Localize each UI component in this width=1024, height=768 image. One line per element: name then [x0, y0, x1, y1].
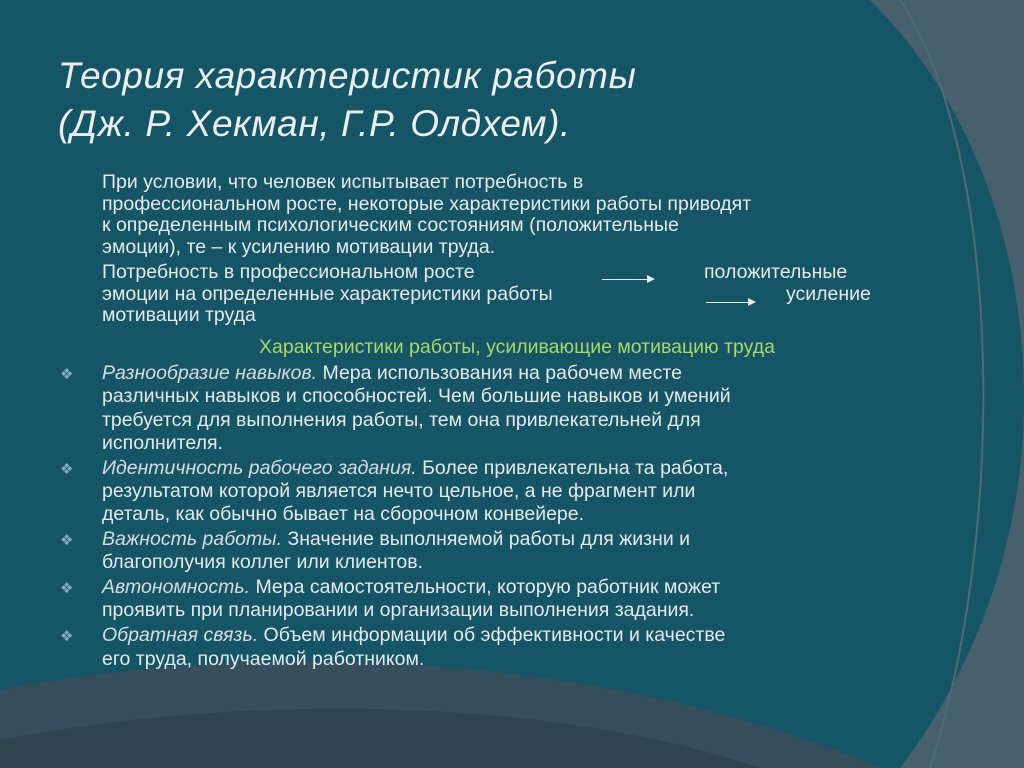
diamond-bullet-icon: ❖ [60, 366, 74, 383]
intro-line: эмоции), те – к усилению мотивации труда. [102, 235, 496, 258]
intro-paragraph [102, 172, 962, 258]
bullet-text: исполнителя. [102, 431, 223, 454]
bullet-text: Более привлекательна та работа, [416, 456, 729, 479]
characteristics-heading-text: Характеристики работы, усиливающие мотивацию труда [259, 336, 775, 358]
list-item [58, 576, 958, 623]
bullet-text: проявить при планировании и организации выполнения задания. [102, 599, 695, 622]
intro-line: профессиональном росте, некоторые характеристики работы приводят [102, 192, 752, 215]
arrow-right-icon [647, 275, 655, 283]
title-line-1: Теория характеристик работы [58, 55, 637, 96]
flow-row-3 [102, 305, 962, 327]
flow-paragraph [102, 262, 962, 327]
intro-line: к определенным психологическим состояниям (положительные [102, 214, 679, 236]
diamond-bullet-icon: ❖ [60, 460, 74, 478]
list-item [58, 457, 958, 527]
flow-text: положительные [704, 261, 848, 283]
bullet-term: Идентичность рабочего задания. [102, 456, 417, 479]
bullet-text: требуется для выполнения работы, тем она привлекательней для [102, 408, 701, 431]
bullet-text: Объем информации об эффективности и качестве [258, 624, 726, 647]
bullet-term: Обратная связь. [102, 624, 259, 647]
flow-text: усиление [786, 282, 871, 305]
bullet-text: Мера использования на рабочем месте [317, 362, 682, 384]
diamond-bullet-icon: ❖ [60, 628, 74, 646]
list-item [58, 362, 958, 455]
intro-text [102, 172, 962, 327]
bullet-text: благополучия коллег или клиентов. [102, 551, 424, 574]
title-line-2: (Дж. Р. Хекман, Г.Р. Олдхем). [58, 103, 571, 144]
bullet-text: результатом которой является нечто цельное, а не фрагмент или [102, 479, 696, 502]
arrow-right-icon [748, 298, 756, 306]
bullet-text: деталь, как обычно бывает на сборочном конвейере. [102, 503, 585, 526]
bullet-text: его труда, получаемой работником. [102, 647, 425, 670]
list-item [58, 624, 958, 671]
bullet-term: Важность работы. [102, 528, 283, 551]
bullet-text: различных навыков и способностей. Чем большие навыков и умений [102, 385, 731, 408]
arrow-line [602, 279, 648, 280]
bullet-term: Автономность. [102, 576, 251, 599]
flow-text: эмоции на определенные характеристики работы [102, 282, 553, 305]
bullet-text: Значение выполняемой работы для жизни и [282, 528, 691, 551]
flow-text: мотивации труда [102, 304, 256, 326]
slide-title [58, 52, 938, 148]
list-item [58, 528, 958, 575]
intro-line: При условии, что человек испытывает потребность в [102, 171, 584, 193]
characteristics-list [58, 362, 958, 672]
flow-row-1 [102, 262, 962, 284]
diamond-bullet-icon: ❖ [60, 580, 74, 598]
diamond-bullet-icon: ❖ [60, 532, 74, 550]
flow-row-2 [102, 284, 962, 306]
arrow-line [706, 302, 750, 303]
bullet-term: Разнообразие навыков. [102, 362, 318, 384]
bullet-text: Мера самостоятельности, которую работник может [250, 576, 721, 599]
flow-text: Потребность в профессиональном росте [102, 261, 475, 283]
characteristics-heading [0, 336, 1024, 358]
